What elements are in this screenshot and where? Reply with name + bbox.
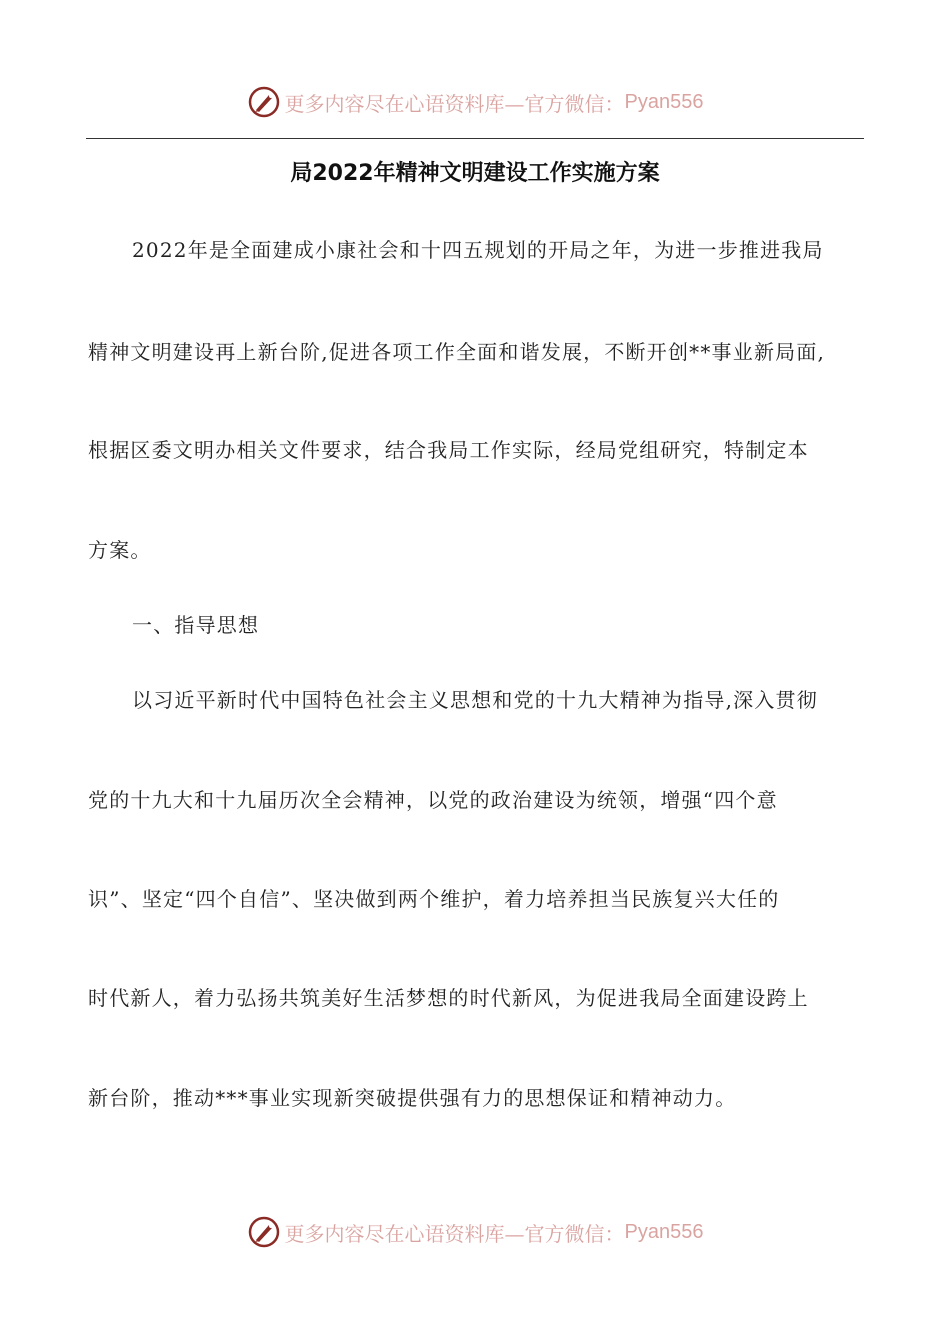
watermark-banner-bottom [0,1210,950,1254]
document-title: 局2022年精神文明建设工作实施方案 [290,161,660,186]
paragraph-line: 精神文明建设再上新台阶,促进各项工作全面和谐发展，不断开创**事业新局面, [88,340,826,364]
paragraph-line: 根据区委文明办相关文件要求，结合我局工作实际，经局党组研究，特制定本 [88,438,809,462]
watermark-text: 更多内容尽在心语资料库—官方微信： [284,1221,625,1246]
watermark-text: 更多内容尽在心语资料库—官方微信： [284,91,625,116]
watermark-wechat-id: Pyan556 [624,1220,704,1243]
header-rule [86,138,864,139]
watermark-wechat-id: Pyan556 [624,90,704,113]
paragraph-line: 以习近平新时代中国特色社会主义思想和党的十九大精神为指导,深入贯彻 [132,688,818,712]
paragraph-line: 新台阶，推动***事业实现新突破提供强有力的思想保证和精神动力。 [88,1086,737,1110]
paragraph-line: 2022年是全面建成小康社会和十四五规划的开局之年，为进一步推进我局 [132,238,824,262]
pen-logo-icon [247,1215,281,1249]
pen-logo-icon [247,85,281,119]
watermark-banner-top [0,80,950,124]
paragraph-line: 方案。 [88,538,152,562]
paragraph-line: 党的十九大和十九届历次全会精神，以党的政治建设为统领，增强“四个意 [88,788,778,812]
paragraph-line: 识”、坚定“四个自信”、坚决做到两个维护，着力培养担当民族复兴大任的 [88,887,780,911]
paragraph-line: 时代新人，着力弘扬共筑美好生活梦想的时代新风，为促进我局全面建设跨上 [88,986,809,1010]
section-heading: 一、指导思想 [132,613,260,637]
